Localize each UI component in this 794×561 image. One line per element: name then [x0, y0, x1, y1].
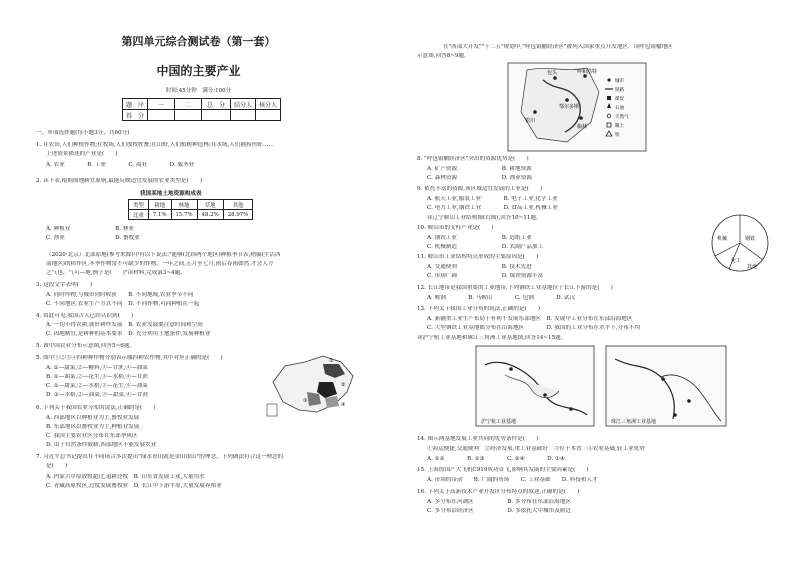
question-line: 示意图,回答8~9题。: [417, 53, 470, 59]
table-header: 草地: [197, 200, 223, 210]
score-cell: 一: [148, 99, 175, 110]
table-cell: 15.7%: [171, 210, 197, 220]
map-label: 呼和浩特: [577, 69, 598, 75]
question-line: 3. 这段文字表明( ): [36, 282, 93, 288]
question-line: C. 森林资源 D. 渔业资源: [427, 175, 532, 181]
legend-label: 稀土: [615, 124, 624, 129]
table-header: 其他: [223, 200, 253, 210]
question-line: 是( ): [46, 463, 68, 469]
crop-table-title: 我国某地土地资源构成表: [140, 191, 202, 197]
question-line: 一、单项选择题(每小题3分，共60分): [36, 130, 130, 136]
question-line: 2. 读下表,根据图地制宜原则,最能反映适宜发展的农业类型是( ): [36, 178, 203, 184]
hubaoyinyu-region-map: [507, 62, 647, 152]
legend-label: 城市: [615, 79, 624, 84]
table-header: 林地: [171, 200, 197, 210]
score-cell: 核分人: [256, 99, 281, 110]
question-line: 5. 图中①②③④四种种作物分别表示哪四种农作物,其中对应正确的是( ): [36, 355, 223, 361]
legend-label: 煤炭: [615, 97, 624, 102]
question-line: D. ①—水稻,②—油菜,③—甜菜,④—甘蔗: [46, 392, 149, 398]
map-label: ④: [341, 402, 346, 408]
crop-region-3: [307, 392, 321, 406]
score-cell[interactable]: [202, 110, 231, 121]
exam-meta: 时间:45分钟 满分:100分: [165, 88, 232, 94]
score-cell[interactable]: [256, 110, 281, 121]
pie-label: 钢铁: [745, 236, 756, 242]
question-line: （2020·北京）北部原地(参考来源)中有以下说法:"能够(北纬两个地区)种植季节表,稍偏(生活西: [46, 252, 281, 258]
question-line: C. 市场广阔 D. 煤铁资源丰富: [427, 273, 544, 279]
legend-coal-icon: [607, 96, 611, 100]
city-dot: [579, 116, 583, 120]
question-line: A. 西部地区以种植业为主,畜牧业发展: [46, 415, 140, 421]
question-line: 读辽宁鞍山工业结构图(右图),回答10~11题。: [427, 215, 542, 221]
question-line: 读沪宁杭工业基地和珠江三角洲工业基地图,回答14~15题。: [417, 335, 567, 341]
map-label: 银川: [525, 118, 536, 124]
question-line: 南地区)的稻作区,冬季作物常不可缺少的作物。一年之间,五月至七月,雨后春雨如然,才会人方: [46, 261, 274, 267]
question-line: 8. "呼包银榆经济区"突出的资源优势是( ): [417, 156, 529, 162]
table-header: 类型: [129, 200, 149, 210]
anshan-industry-pie-chart: [707, 210, 773, 276]
huning-industrial-map: [475, 345, 595, 427]
question-line: C. 多分布沿经济区 D. 多依托大中城市及附近: [427, 508, 572, 514]
question-line: 上述情景描述的产业是( ): [46, 151, 118, 157]
legend-label: 石油: [615, 106, 624, 111]
question-line: A. ①—甜菜,②—糖料,③—甘蔗,④—油菜: [46, 365, 148, 371]
question-line: C. 大型钢铁工业基地都分布在沿海地区 D. 我国的工业分布在水平下,分布不均: [427, 325, 641, 331]
question-line: 14. 图示两基地发展工业共同的优势条件是( ): [417, 436, 539, 442]
question-line: C. 机械制造 D. 农副产品加工: [427, 244, 544, 250]
question-line: C. 不同地区,农业生产方式不同 D. 不同作物,可同种植在一起: [46, 301, 200, 307]
map-label: ③: [303, 398, 308, 404]
question-line: C. 青藏高原牧区,过度发展畜牧业 D. 长江中下游平原,大量发展养殖业: [46, 483, 222, 489]
pie-label: 化工: [731, 258, 742, 264]
score-cell: 结分人: [231, 99, 256, 110]
south-sea-inset: [267, 404, 277, 416]
question-line: A. 多分布在河湖区 B. 多分布在东部沿海地区: [427, 499, 571, 505]
legend-label: 铁路: [615, 88, 624, 93]
question-line: 在"西部大开发""十二五"规划中,"呼包银榆经济区"被列入国家重点开发地区。读呼包银榆地区: [443, 44, 673, 50]
table-header: 耕地: [148, 200, 171, 210]
question-line: 7. 习近平总书记提出在不同场合多次提出"绿水青山就是金山银山"的理念。下列做法符合这一理念的: [36, 454, 284, 460]
score-cell[interactable]: [148, 110, 175, 121]
question-line: 12. 长江地带是我国重要的工业地带,下列钢铁工业基地位于长江下游的是( ): [417, 285, 613, 291]
china-crop-map: [265, 352, 357, 418]
question-line: A. 鞍钢 B. 马鞍山 C. 包钢 D. 武汉: [427, 295, 576, 301]
city-dot: [673, 413, 677, 417]
map-label: ②: [341, 382, 346, 388]
score-cell: 总 分: [202, 99, 231, 110]
pearl-river-delta-map: [605, 345, 727, 427]
table-cell: 48.2%: [197, 210, 223, 220]
score-cell: 二: [175, 99, 202, 110]
city-dot: [553, 76, 557, 80]
map-label: 榆林: [577, 124, 588, 130]
legend-label: 铁: [615, 133, 620, 138]
question-line: A. 新疆重工业生产布局于有利于发展东部地区 B. 发展中工业分布在东部沿海地区: [427, 316, 633, 322]
question-line: 16. 下列关于高新技术产业开发区分布特点的叙述,正确的是( ): [417, 489, 580, 495]
score-cell: 题 序: [123, 99, 148, 110]
question-line: D. 由于自然条件限制,西部地区不能发展农业: [46, 442, 157, 448]
pie-label: 机械: [717, 236, 728, 242]
question-line: A. 同时作物,与城市同时收获 B. 不同地域,农业季节不同: [46, 292, 194, 298]
question-line: 13. 下列关于我国工业分布的说法,正确的是( ): [417, 306, 541, 312]
map-label: 鄂尔多斯: [559, 104, 580, 110]
land-resource-table: [128, 199, 253, 220]
question-line: A. 一切不得农耕,就好耕作发展 B. 农业发展要注意时间和空间: [46, 322, 203, 328]
question-line: B. ①—油菜,②—花生,③—水稻,④—甘蔗: [46, 374, 148, 380]
question-line: 11. 鞍山市工业结构特点形成的主要原因是( ): [417, 254, 539, 260]
table-cell: 比重: [129, 210, 149, 220]
table-cell: 7.1%: [148, 210, 171, 220]
question-line: 9. 依托丰富的资源,该区域适宜发展的工业是( ): [417, 186, 543, 192]
right-page: [397, 0, 794, 561]
question-line: A. 航天工业,服装工业 B. 电子工业,化学工业: [427, 196, 558, 202]
score-table: [122, 98, 281, 121]
question-line: 1. 在农田,人们种植作物;在牧场,人们放牧牲畜;在山野,人们植树种造林;在水域,人们捕捞鱼虾……: [36, 142, 275, 148]
question-line: C. 我国主要农业区分布在东部季风区: [46, 433, 138, 439]
map-label: 包头: [547, 70, 558, 76]
question-line: A. ①② B. ①③ C. ②④ D. ①④: [427, 456, 565, 462]
question-line: ①海运便捷,交通便利 ②经济发展,重工业基础好 ③位于本省 ④农业基础,轻工业优势: [427, 446, 645, 452]
city-dot: [687, 399, 691, 403]
question-line: A. 矿产资源 B. 耕地资源: [427, 166, 532, 172]
page-title: 第四单元综合测试卷（第一套）: [121, 35, 276, 48]
question-line: A. 交通便利 B. 技术先进: [427, 264, 532, 270]
question-line: C. 电力工业,钢铁工业 D. 食品工业,机械工业: [427, 205, 558, 211]
question-line: 15. 上海的国产大飞机C919成功首飞,影响其发展的主要因素是( ): [417, 467, 589, 473]
score-cell: 得 分: [123, 110, 148, 121]
pie-label: 其他: [747, 264, 758, 270]
score-cell[interactable]: [175, 110, 202, 121]
crop-region-4: [325, 396, 339, 408]
question-line: A. 种植业 B. 林业: [46, 226, 134, 232]
map-caption: 沪宁杭工业基地: [481, 419, 517, 425]
question-line: A. 钢铁工业 B. 造纸工业: [427, 235, 532, 241]
question-line: 5. 该中国农业分布示意图,回答5~6题。: [36, 343, 136, 349]
map-label: ①: [329, 358, 334, 364]
question-line: 10. 鞍山市的支柱产业是( ): [417, 225, 494, 231]
question-line: 6. 下列关于我国农业分布的说法,正确的是( ): [36, 405, 156, 411]
question-line: 之气也。气可—地,例子是( )"读材料,完成第3~4题。: [46, 270, 186, 276]
page-subtitle: 中国的主要产业: [156, 64, 241, 78]
question-line: B. 东部地区以畜牧业为主,种植业发展: [46, 424, 140, 430]
question-line: C. ①—甜菜,②—水稻,③—花生,④—油菜: [46, 383, 148, 389]
city-dot: [565, 98, 569, 102]
legend-label: 天然气: [615, 115, 629, 120]
question-line: A. 市场的带动 B. 广阔的市场 C. 工业基础 D. 科技和人才: [427, 477, 598, 483]
question-line: C. 渔业 D. 畜牧业: [46, 235, 140, 241]
city-dot: [509, 367, 513, 371]
question-line: A. 内蒙古草原放牧超过,退耕还牧 B. 山东省发展工业,大量用水: [46, 474, 205, 480]
table-cell: 28.97%: [223, 210, 253, 220]
question-line: 4. 由此可见,我国古人已经认识到( ): [36, 313, 134, 319]
legend-city-icon: [607, 78, 610, 81]
question-line: A. 农业 B. 工业 C. 商业 D. 服务业: [46, 162, 195, 168]
city-dot: [543, 393, 547, 397]
city-dot: [533, 110, 537, 114]
map-frame: [606, 346, 726, 426]
map-caption: 珠江三角洲工业基地: [611, 419, 657, 425]
question-line: C. 因地制宜,是耕种的基本要求 D. 充分利用土地条件,发展种植业: [46, 331, 211, 337]
score-cell[interactable]: [231, 110, 256, 121]
city-dot: [661, 377, 665, 381]
city-dot: [569, 407, 573, 411]
